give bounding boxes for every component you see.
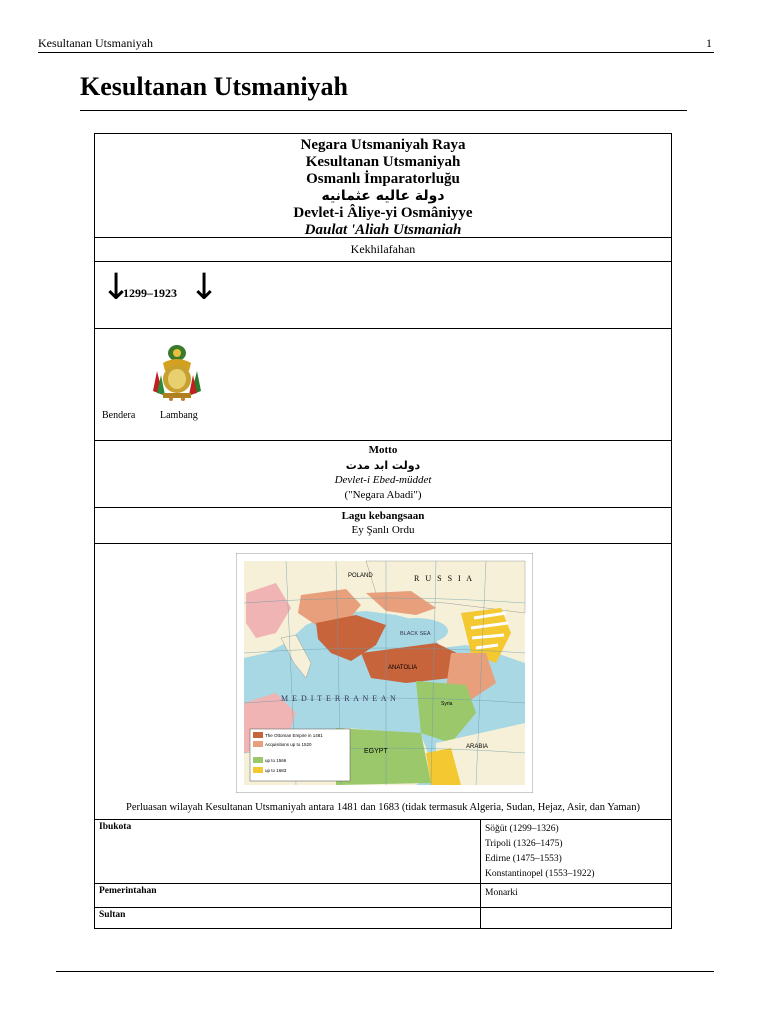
years-row [95, 261, 671, 328]
infobox [94, 133, 672, 929]
name-line: Kesultanan Utsmaniyah [305, 154, 461, 170]
flag-coat-row [95, 328, 671, 440]
label-mediterranean: M E D I T E R R A N E A N [281, 694, 397, 703]
capital-row [95, 819, 671, 883]
coat-of-arms-icon[interactable] [149, 341, 205, 403]
capital-item[interactable]: Söğüt (1299–1326) [485, 824, 559, 834]
name-line: Negara Utsmaniyah Raya [300, 137, 466, 153]
government-label: Pemerintahan [95, 884, 481, 907]
capital-item[interactable]: Tripoli (1326–1475) [485, 839, 563, 849]
title-rule [80, 110, 687, 111]
page-number: 1 [706, 36, 712, 50]
motto-heading: Motto [368, 444, 398, 456]
preceded-arrow-icon[interactable]: ↓ [101, 267, 132, 308]
label-black-sea: BLACK SEA [400, 631, 431, 637]
coat-label[interactable]: Lambang [160, 410, 198, 421]
flag-label[interactable]: Bendera [102, 410, 136, 421]
sultan-label: Sultan [95, 908, 481, 929]
anthem-title[interactable]: Ey Şanlı Ordu [351, 524, 415, 536]
anthem-row [95, 507, 671, 543]
header-rule [38, 52, 714, 53]
years-span: 1299–1923 [123, 286, 177, 300]
government-value[interactable]: Monarki [485, 888, 518, 898]
running-header [38, 36, 712, 51]
legend-1520: Acquisitions up to 1520 [265, 742, 312, 747]
capital-label: Ibukota [95, 820, 481, 883]
capital-item[interactable]: Edirne (1475–1553) [485, 854, 562, 864]
legend-1481: The Ottoman Empire in 1481 [265, 733, 323, 738]
state-type: Kekhilafahan [95, 237, 671, 261]
motto-translit: Devlet-i Ebed-müddet [334, 474, 432, 486]
label-syria: Syria [441, 701, 453, 707]
name-line-italic: Daulat 'Aliah Utsmaniah [304, 222, 462, 238]
expansion-map[interactable] [236, 553, 533, 793]
legend-1683: up to 1683 [265, 768, 287, 773]
name-line: Osmanlı İmparatorluğu [306, 171, 460, 187]
running-title: Kesultanan Utsmaniyah [38, 36, 153, 50]
motto-arabic: دولت ابد مدت [345, 459, 421, 472]
anthem-heading: Lagu kebangsaan [341, 510, 425, 522]
map-caption: Perluasan wilayah Kesultanan Utsmaniyah antara 1481 dan 1683 (tidak termasuk Algeria, Sudan, Hejaz, Asir, dan Yaman) [126, 802, 640, 813]
label-egypt: EGYPT [364, 748, 388, 755]
label-anatolia: ANATOLIA [388, 665, 418, 671]
name-line: Devlet-i Âliye-yi Osmâniyye [293, 205, 473, 221]
capital-item[interactable]: Konstantinopel (1553–1922) [485, 869, 595, 879]
motto-row [95, 440, 671, 507]
label-russia: R U S S I A [414, 574, 475, 583]
label-poland: POLAND [348, 573, 373, 579]
official-names [95, 134, 671, 237]
sultan-value [481, 908, 671, 933]
footer-rule [56, 971, 714, 972]
legend-1566: up to 1566 [265, 758, 287, 763]
name-line-arabic: دولة عاليه عثمانيه [321, 188, 445, 204]
page-title: Kesultanan Utsmaniyah [80, 72, 348, 101]
map-row [95, 543, 671, 819]
capital-values [481, 820, 671, 887]
sultan-row [95, 907, 671, 929]
label-arabia: ARABIA [466, 744, 489, 750]
government-row [95, 883, 671, 907]
succeeded-arrow-icon[interactable]: ↓ [189, 267, 220, 308]
motto-translation: ("Negara Abadi") [344, 489, 422, 501]
